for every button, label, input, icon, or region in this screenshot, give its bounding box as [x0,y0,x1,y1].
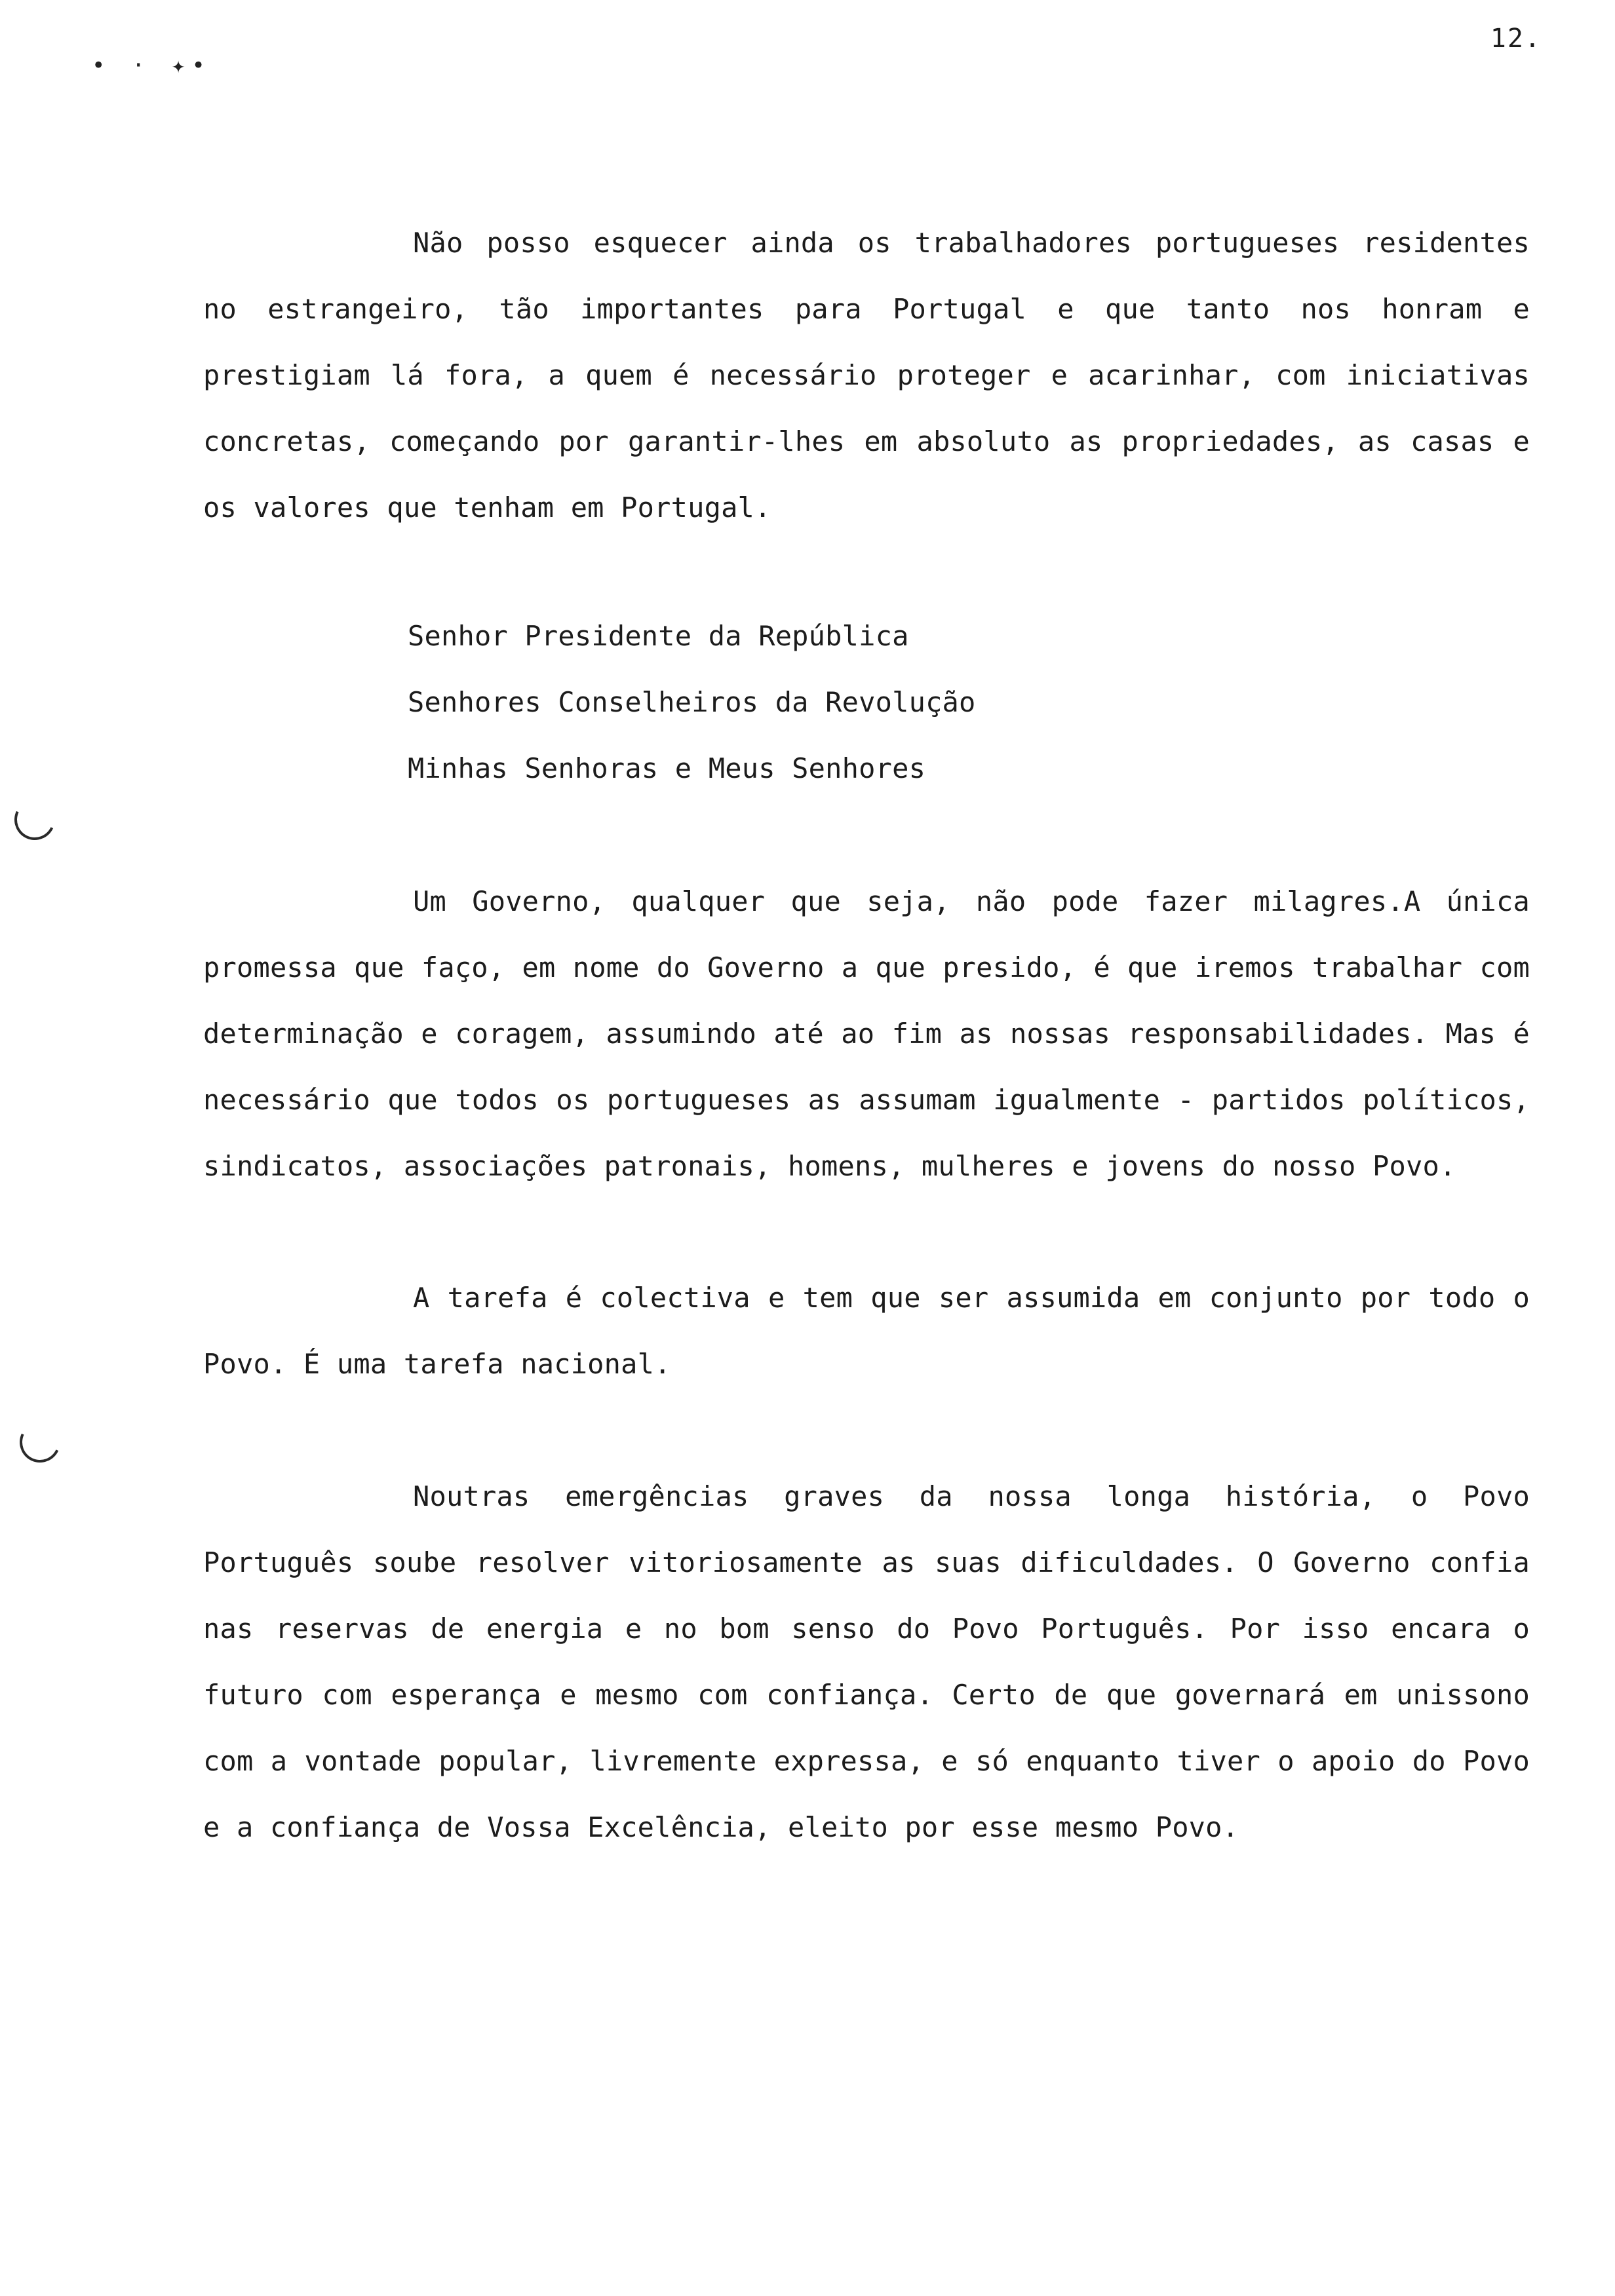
salutation-line: Senhores Conselheiros da Revolução [408,686,976,718]
margin-hole-mark-icon [14,1416,66,1468]
margin-marks: • · ✦• [92,52,212,79]
salutation-line: Minhas Senhoras e Meus Senhores [408,752,926,784]
paragraph-confidence: Noutras emergências graves da nossa longa história, o Povo Português soube resolver vitoriosamente as suas dificuldades. O Governo confia nas reservas de energia e no bom senso do Povo Português. Por isso encara o futuro com esperança e mesmo com confiança. Certo de que governará em unissono com a vontade popular, livremente expressa, e só enquanto tiver o apoio do Povo e a confiança de Vossa Excelência, eleito por esse mesmo Povo. [203,1480,1530,1843]
paragraph-emigrants: Não posso esquecer ainda os trabalhadores portugueses residentes no estrangeiro, tão importantes para Portugal e que tanto nos honram e prestigiam lá fora, a quem é necessário proteger e acarinhar, com iniciativas concretas, começando por garantir-lhes em absoluto as propriedades, as casas e os valores que tenham em Portugal. [203,227,1530,524]
page-number: 12. [1490,24,1542,54]
salutations [408,603,1456,801]
salutation-line: Senhor Presidente da República [408,620,909,652]
paragraph-collective-task: A tarefa é colectiva e tem que ser assumida em conjunto por todo o Povo. É uma tarefa nacional. [203,1282,1530,1380]
paragraph-government: Um Governo, qualquer que seja, não pode fazer milagres.A única promessa que faço, em nome do Governo a que presido, é que iremos trabalhar com determinação e coragem, assumindo até ao fim as nossas responsabilidades. Mas é necessário que todos os portugueses as assumam igualmente - partidos políticos, sindicatos, associações patronais, homens, mulheres e jovens do nosso Povo. [203,885,1530,1182]
margin-hole-mark-icon [9,794,60,845]
